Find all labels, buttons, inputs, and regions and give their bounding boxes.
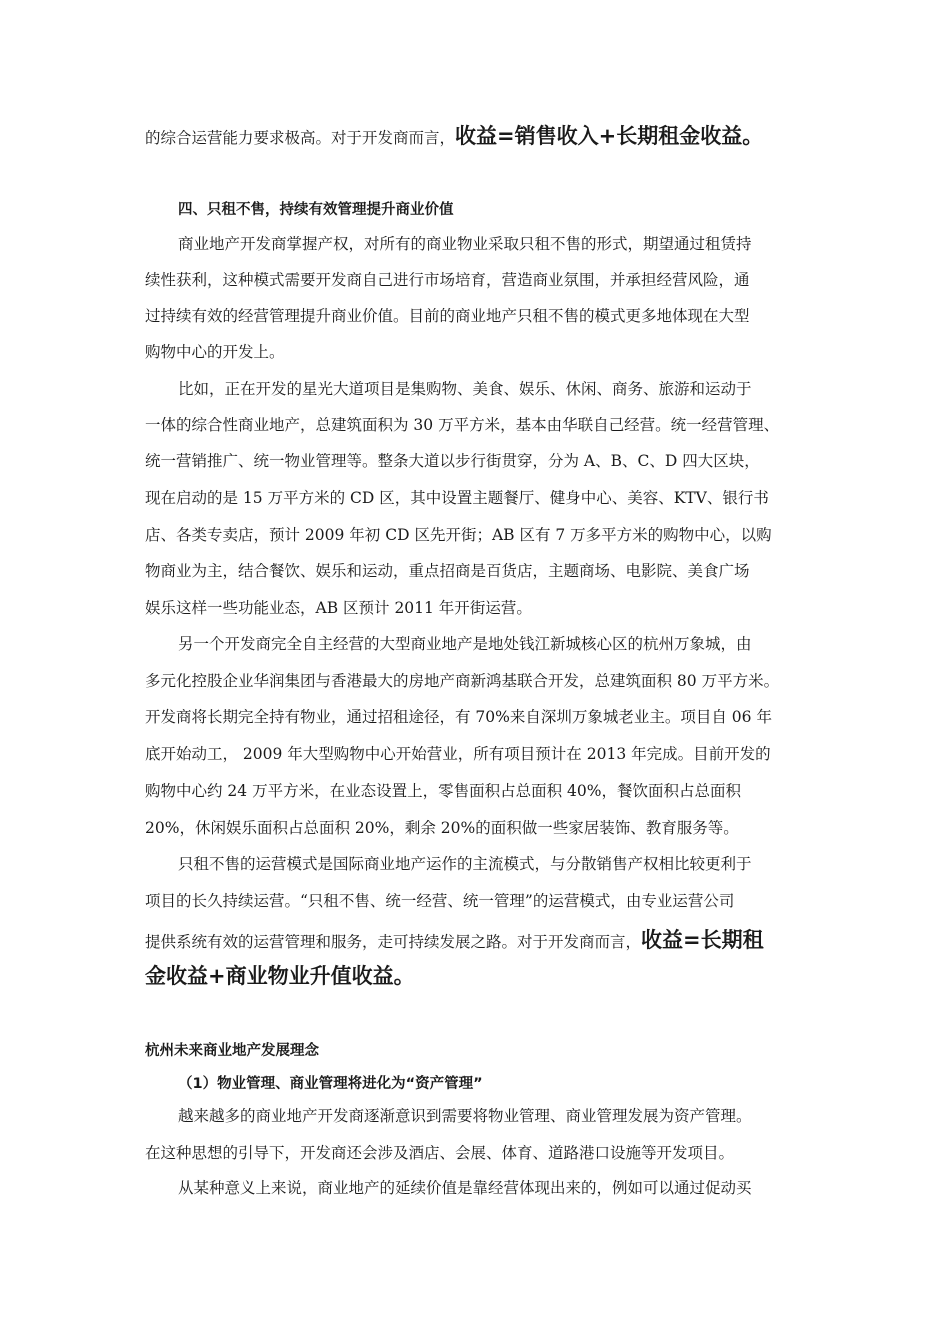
paragraph-line: 只租不售的运营模式是国际商业地产运作的主流模式，与分散销售产权相比较更利于 [178, 855, 752, 873]
paragraph-line: 从某种意义上来说，商业地产的延续价值是靠经营体现出来的，例如可以通过促动买 [178, 1179, 752, 1197]
paragraph-line: 在这种思想的引导下，开发商还会涉及酒店、会展、体育、道路港口设施等开发项目。 [145, 1144, 735, 1162]
subsection-heading: （1）物业管理、商业管理将进化为“资产管理” [178, 1076, 483, 1092]
paragraph-line: 过持续有效的经营管理提升商业价值。目前的商业地产只租不售的模式更多地体现在大型 [145, 307, 750, 325]
emphasis-text: 收益=长期租 [641, 928, 764, 952]
paragraph-line: 另一个开发商完全自主经营的大型商业地产是地处钱江新城核心区的杭州万象城，由 [178, 635, 752, 653]
emphasis-text: 收益=销售收入+长期租金收益。 [455, 124, 764, 148]
paragraph-line: 购物中心的开发上。 [145, 343, 285, 361]
paragraph-line: 开发商将长期完全持有物业，通过招租途径，有 70%来自深圳万象城老业主。项目自 06 年 [145, 708, 772, 726]
section-heading: 杭州未来商业地产发展理念 [145, 1043, 319, 1059]
line-text: 的综合运营能力要求极高。对于开发商而言， [145, 129, 456, 147]
emphasis-line: 金收益+商业物业升值收益。 [145, 964, 415, 988]
paragraph-line: 项目的长久持续运营。“只租不售、统一经营、统一管理”的运营模式，由专业运营公司 [145, 892, 735, 910]
paragraph-line: 购物中心约 24 万平方米，在业态设置上，零售面积占总面积 40%，餐饮面积占总面积 [145, 782, 741, 800]
paragraph-line: 商业地产开发商掌握产权，对所有的商业物业采取只租不售的形式，期望通过租赁持 [178, 235, 752, 253]
section-heading: 四、只租不售，持续有效管理提升商业价值 [178, 202, 454, 218]
paragraph-line: 店、各类专卖店，预计 2009 年初 CD 区先开街；AB 区有 7 万多平方米的购物中心，以购 [145, 526, 772, 544]
paragraph-line [145, 126, 763, 148]
paragraph-line [145, 930, 764, 952]
paragraph-line: 底开始动工， 2009 年大型购物中心开始营业，所有项目预计在 2013 年完成。目前开发的 [145, 745, 771, 763]
paragraph-line: 20%，休闲娱乐面积占总面积 20%，剩余 20%的面积做一些家居装饰、教育服务等。 [145, 819, 739, 837]
paragraph-line: 物商业为主，结合餐饮、娱乐和运动，重点招商是百货店，主题商场、电影院、美食广场 [145, 562, 750, 580]
paragraph-line: 一体的综合性商业地产，总建筑面积为 30 万平方米，基本由华联自己经营。统一经营管理、 [145, 416, 780, 434]
paragraph-line: 多元化控股企业华润集团与香港最大的房地产商新鸿基联合开发，总建筑面积 80 万平方米。 [145, 672, 780, 690]
paragraph-line: 统一营销推广、统一物业管理等。整条大道以步行街贯穿，分为 A、B、C、D 四大区块， [145, 452, 760, 470]
paragraph-line: 娱乐这样一些功能业态，AB 区预计 2011 年开街运营。 [145, 599, 532, 617]
paragraph-line: 比如，正在开发的星光大道项目是集购物、美食、娱乐、休闲、商务、旅游和运动于 [178, 380, 752, 398]
line-text: 提供系统有效的运营管理和服务，走可持续发展之路。对于开发商而言， [145, 933, 642, 951]
paragraph-line: 续性获利，这种模式需要开发商自己进行市场培育，营造商业氛围，并承担经营风险，通 [145, 271, 750, 289]
paragraph-line: 现在启动的是 15 万平方米的 CD 区，其中设置主题餐厅、健身中心、美容、KTV、银行书 [145, 489, 769, 507]
paragraph-line: 越来越多的商业地产开发商逐渐意识到需要将物业管理、商业管理发展为资产管理。 [178, 1107, 752, 1125]
